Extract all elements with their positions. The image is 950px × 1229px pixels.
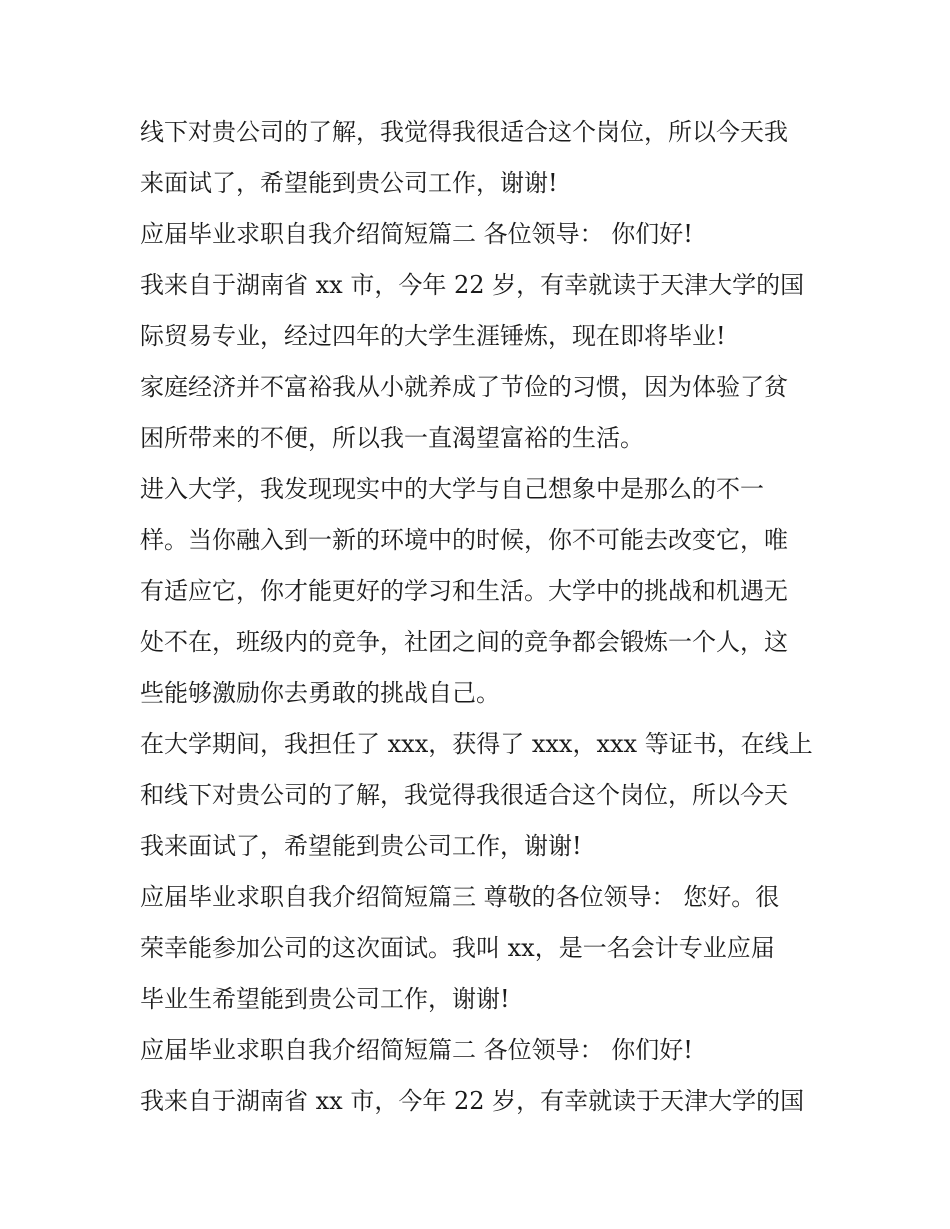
text-line: 我来自于湖南省 xx 市，今年 22 岁，有幸就读于天津大学的国: [140, 271, 805, 299]
text-line: 处不在，班级内的竞争，社团之间的竞争都会锻炼一个人，这: [140, 628, 788, 656]
text-line: 来面试了，希望能到贵公司工作，谢谢!: [140, 169, 558, 197]
text-line: 我来面试了，希望能到贵公司工作，谢谢!: [140, 832, 582, 860]
text-line: 进入大学，我发现现实中的大学与自己想象中是那么的不一: [140, 475, 764, 503]
document-body: [140, 107, 830, 1127]
text-line: 际贸易专业，经过四年的大学生涯锤炼，现在即将毕业!: [140, 322, 726, 350]
text-line: 荣幸能参加公司的这次面试。我叫 xx，是一名会计专业应届: [140, 934, 775, 962]
text-line: 线下对贵公司的了解，我觉得我很适合这个岗位，所以今天我: [140, 118, 788, 146]
section-heading-line: 应届毕业求职自我介绍简短篇二 各位领导： 你们好!: [140, 220, 693, 248]
text-line: 有适应它，你才能更好的学习和生活。大学中的挑战和机遇无: [140, 577, 788, 605]
text-line: 样。当你融入到一新的环境中的时候，你不可能去改变它，唯: [140, 526, 788, 554]
text-line: 在大学期间，我担任了 xxx，获得了 xxx，xxx 等证书，在线上: [140, 730, 813, 758]
text-line: 毕业生希望能到贵公司工作，谢谢!: [140, 985, 510, 1013]
text-line: 我来自于湖南省 xx 市，今年 22 岁，有幸就读于天津大学的国: [140, 1087, 805, 1115]
section-heading-line: 应届毕业求职自我介绍简短篇三 尊敬的各位领导： 您好。很: [140, 883, 780, 911]
text-line: 困所带来的不便，所以我一直渴望富裕的生活。: [140, 424, 644, 452]
text-line: 些能够激励你去勇敢的挑战自己。: [140, 679, 500, 707]
text-line: 家庭经济并不富裕我从小就养成了节俭的习惯，因为体验了贫: [140, 373, 788, 401]
text-line: 和线下对贵公司的了解，我觉得我很适合这个岗位，所以今天: [140, 781, 788, 809]
section-heading-line: 应届毕业求职自我介绍简短篇二 各位领导： 你们好!: [140, 1036, 693, 1064]
